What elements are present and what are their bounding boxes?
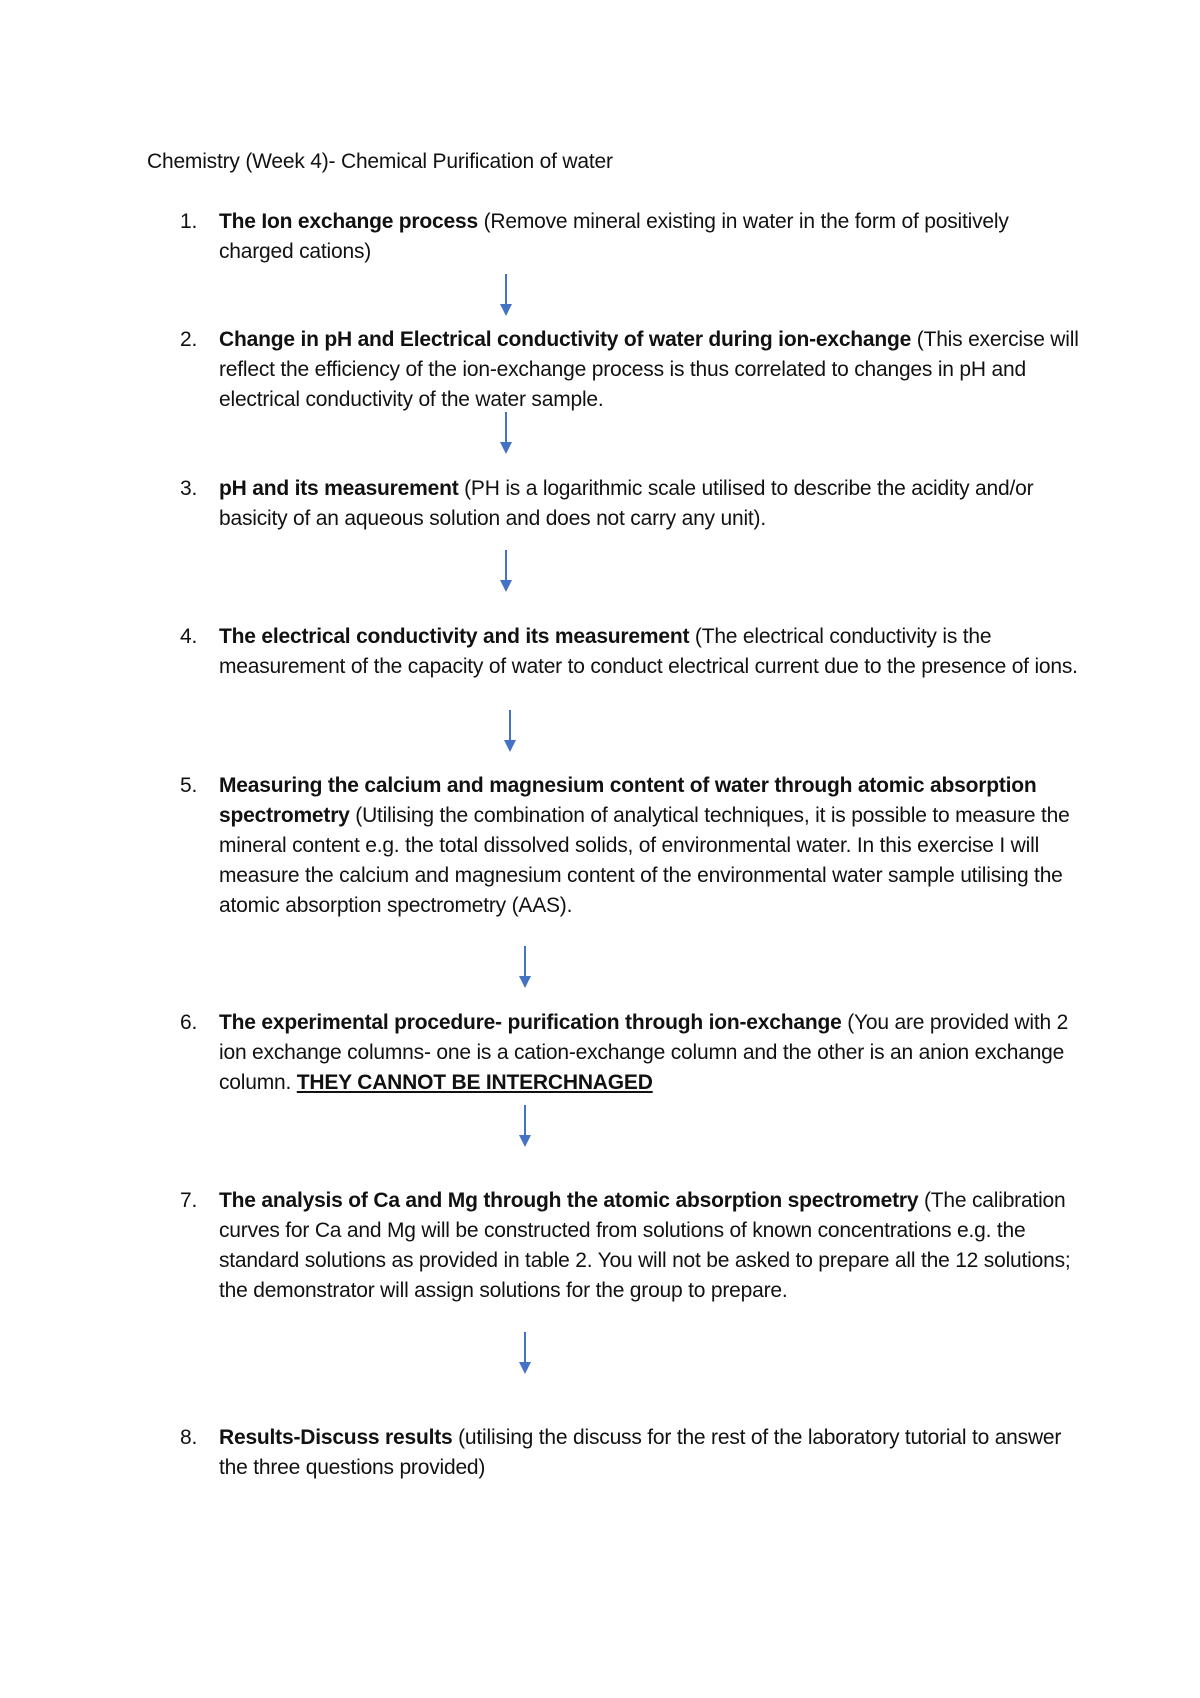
step-3 xyxy=(180,474,1080,534)
step-body: (utilising the discuss for the rest of the laboratory tutorial to answer the three questions provided) xyxy=(219,1426,1062,1479)
step-text xyxy=(219,207,1079,267)
step-number: 3. xyxy=(180,477,198,500)
step-body: (The calibration curves for Ca and Mg will be constructed from solutions of known concentrations e.g. the standard solutions as provided in table 2. You will not be asked to prepare all the 12 solutions; the demonstrator will assign solutions for the group to prepare. xyxy=(219,1189,1071,1302)
step-body: (Utilising the combination of analytical techniques, it is possible to measure the mineral content e.g. the total dissolved solids, of environmental water. In this exercise I will measure the calcium and magnesium content of the environmental water sample utilising the atomic absorption spectrometry (AAS). xyxy=(219,804,1070,917)
step-heading: Measuring the calcium and magnesium content of water through atomic absorption spectrometry xyxy=(219,774,1037,827)
step-number: 4. xyxy=(180,625,198,648)
down-arrow-icon xyxy=(498,412,514,456)
down-arrow-icon xyxy=(498,550,514,594)
step-8 xyxy=(180,1423,1080,1483)
down-arrow-icon xyxy=(498,274,514,318)
down-arrow-icon xyxy=(502,710,518,754)
step-text xyxy=(219,474,1079,534)
step-number: 8. xyxy=(180,1426,198,1449)
step-7 xyxy=(180,1186,1080,1306)
step-2 xyxy=(180,325,1080,415)
down-arrow-icon xyxy=(517,1105,533,1149)
down-arrow-icon xyxy=(517,1332,533,1376)
step-text xyxy=(219,325,1079,415)
step-number: 6. xyxy=(180,1011,198,1034)
step-number: 7. xyxy=(180,1189,198,1212)
step-heading: The electrical conductivity and its measurement xyxy=(219,625,690,648)
warning-text: THEY CANNOT BE INTERCHNAGED xyxy=(296,1071,653,1094)
step-text xyxy=(219,622,1079,682)
step-heading: The experimental procedure- purification through ion-exchange xyxy=(219,1011,842,1034)
step-4 xyxy=(180,622,1080,682)
step-heading: pH and its measurement xyxy=(219,477,459,500)
document-title: Chemistry (Week 4)- Chemical Purification of water xyxy=(147,150,613,173)
step-body: (Remove mineral existing in water in the form of positively charged cations) xyxy=(219,210,1009,263)
step-text xyxy=(219,1186,1079,1306)
step-heading: The Ion exchange process xyxy=(219,210,478,233)
step-body: (PH is a logarithmic scale utilised to describe the acidity and/or basicity of an aqueous solution and does not carry any unit). xyxy=(219,477,1034,530)
step-6 xyxy=(180,1008,1080,1098)
step-body: (This exercise will reflect the efficiency of the ion-exchange process is thus correlated to changes in pH and electrical conductivity of the water sample. xyxy=(219,328,1079,411)
step-1 xyxy=(180,207,1080,267)
step-text xyxy=(219,1423,1079,1483)
step-heading: Results-Discuss results xyxy=(219,1426,453,1449)
step-number: 1. xyxy=(180,210,198,233)
step-number: 2. xyxy=(180,328,198,351)
step-body: (You are provided with 2 ion exchange columns- one is a cation-exchange column and the other is an anion exchange column. xyxy=(219,1011,1069,1094)
step-heading: The analysis of Ca and Mg through the atomic absorption spectrometry xyxy=(219,1189,919,1212)
step-number: 5. xyxy=(180,774,198,797)
step-5 xyxy=(180,771,1080,921)
step-text xyxy=(219,1008,1079,1098)
step-body: (The electrical conductivity is the measurement of the capacity of water to conduct electrical current due to the presence of ions. xyxy=(219,625,1078,678)
down-arrow-icon xyxy=(517,946,533,990)
step-text xyxy=(219,771,1079,921)
step-heading: Change in pH and Electrical conductivity of water during ion-exchange xyxy=(219,328,912,351)
